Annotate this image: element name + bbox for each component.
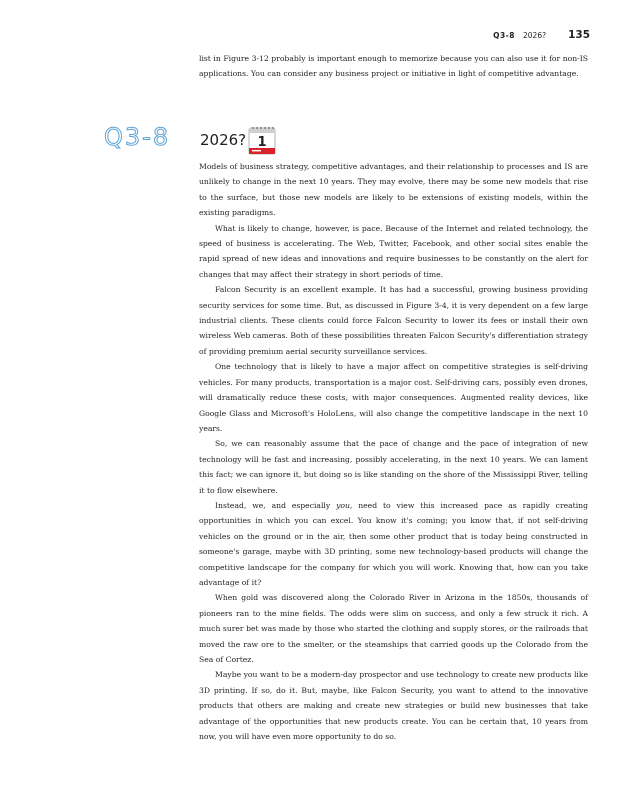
running-header [200,29,590,41]
intro-text-block [199,51,588,82]
section-number-label: Q3-8 [104,123,171,151]
section-body [199,159,588,744]
paragraph-6-start: Instead, we, and especially [215,500,337,510]
section-title: 2026? [200,131,247,149]
emphasis-you: you [336,500,350,510]
header-section-title: 2026? [523,31,547,40]
body-paragraph-6 [199,498,588,590]
body-paragraph-1: Models of business strategy, competitive advantages, and their relationship to processes and IS are unlikely to change in the next 10 years. They may evolve, there may be some new models that rise to the surface, but those new models are likely to be extensions of existing models, within the existing paradigms. [199,162,588,218]
calendar-icon-number: 1 [257,135,267,150]
page-number: 135 [568,29,590,41]
body-paragraph-8: Maybe you want to be a modern-day prospector and use technology to create new products like 3D printing. If so, do it. But, maybe, like Falcon Security, you want to attend to the innovative products that others are making and create new strategies or build new businesses that take advantage of the opportunities that new products create. You can be certain that, 10 years from now, you will have even more opportunity to do so. [199,670,588,742]
header-section-label: Q3-8 [493,31,515,40]
body-paragraph-3: Falcon Security is an excellent example. It has had a successful, growing business providing security services for some time. But, as discussed in Figure 3-4, it is very dependent on a few large industrial clients. These clients could force Falcon Security to lower its fees or install their own wireless Web cameras. Both of these possibilities threaten Falcon Security's differentiation strategy of providing premium aerial security surveillance services. [199,285,588,356]
calendar-icon [244,122,280,158]
paragraph-6-rest: , need to view this increased pace as rapidly creating opportunities in which you can excel. You know it's coming; you know that, if not self-driving vehicles on the ground or in the air, then some other product that is today being constructed in someone's garage, maybe with 3D printing, some new technology-based products will change the competitive landscape for the company for which you will work. Knowing that, how can you take advantage of it? [199,500,588,587]
body-paragraph-7: When gold was discovered along the Colorado River in Arizona in the 1850s, thousands of pioneers ran to the mine fields. The odds were slim on success, and only a few struck it rich. A much surer bet was made by those who started the clothing and supply stores, or the railroads that moved the raw ore to the smelter, or the steamships that carried goods up the Colorado from the Sea of Cortez. [199,593,588,664]
body-paragraph-5: So, we can reasonably assume that the pace of change and the pace of integration of new technology will be fast and increasing, possibly accelerating, in the next 10 years. We can lament this fact; we can ignore it, but doing so is like standing on the shore of the Mississippi River, telling it to flow elsewhere. [199,439,588,495]
body-paragraph-4: One technology that is likely to have a major affect on competitive strategies is self-driving vehicles. For many products, transportation is a major cost. Self-driving cars, possibly even drones, will dramatically reduce these costs, with major consequences. Augmented reality devices, like Google Glass and Microsoft's HoloLens, will also change the competitive landscape in the next 10 years. [199,362,588,433]
body-paragraph-2: What is likely to change, however, is pace. Because of the Internet and related technology, the speed of business is accelerating. The Web, Twitter, Facebook, and other social sites enable the rapid spread of new ideas and innovations and require businesses to be constantly on the alert for changes that may affect their strategy in short periods of time. [199,223,588,279]
intro-paragraph: list in Figure 3-12 probably is important enough to memorize because you can also use it for non-IS applications. You can consider any business project or initiative in light of competitive advantage. [199,54,588,79]
